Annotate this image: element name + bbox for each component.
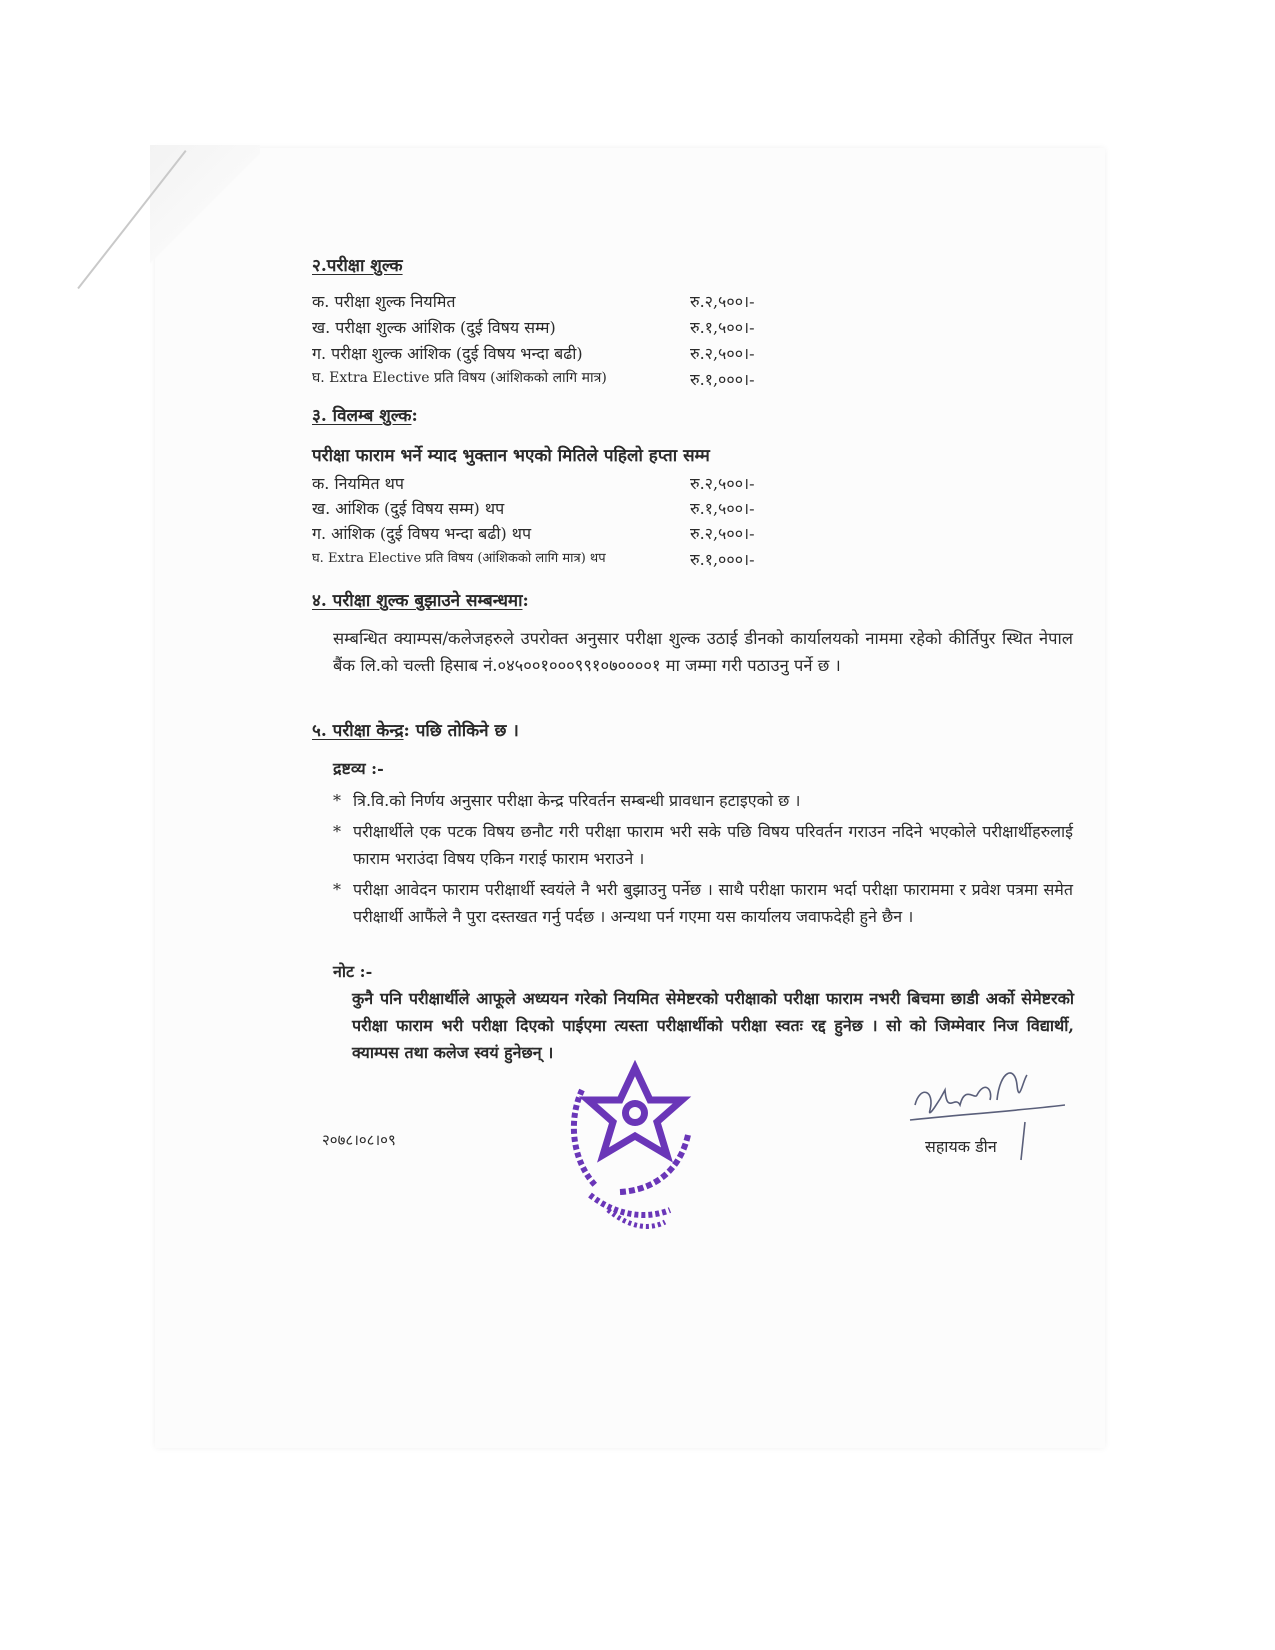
row-amount: रु.१,०००।- bbox=[690, 550, 755, 569]
section-3-heading bbox=[312, 403, 418, 426]
section-4-heading bbox=[312, 588, 529, 611]
note-item bbox=[333, 787, 1073, 814]
page-fold-corner bbox=[150, 145, 260, 295]
signatory-title: सहायक डीन bbox=[925, 1137, 997, 1156]
heading-suffix: : bbox=[522, 591, 529, 611]
row-label: घ. Extra Elective प्रति विषय (आंशिकको लागि मात्र) bbox=[312, 370, 607, 386]
heading-suffix: : पछि तोकिने छ । bbox=[403, 721, 519, 741]
section-2-heading-text: २.परीक्षा शुल्क bbox=[312, 256, 403, 276]
late-fee-subheading-text: परीक्षा फाराम भर्ने म्याद भुक्तान भएको मितिले पहिलो हप्ता सम्म bbox=[312, 446, 710, 466]
bullet-icon: * bbox=[333, 822, 341, 841]
note-item bbox=[333, 876, 1073, 957]
bullet-icon: * bbox=[333, 791, 341, 810]
section-5-heading-text: ५. परीक्षा केन्द्र bbox=[312, 721, 404, 741]
row-amount: रु.२,५००।- bbox=[690, 344, 755, 363]
row-label: ग. परीक्षा शुल्क आंशिक (दुई विषय भन्दा बढी) bbox=[312, 344, 583, 363]
row-amount: रु.१,५००।- bbox=[690, 318, 755, 337]
row-amount: रु.२,५००।- bbox=[690, 292, 755, 311]
section-5-heading bbox=[312, 718, 519, 741]
notes-heading-text: द्रष्टव्य :- bbox=[333, 759, 384, 778]
fee-deposit-paragraph: सम्बन्धित क्याम्पस/कलेजहरुले उपरोक्त अनुसार परीक्षा शुल्क उठाई डीनको कार्यालयको नाममा रहेको कीर्तिपुर स्थित नेपाल बैंक लि.को चल्ती हिसाब नं.०४५००१०००९९१०७००००१ मा जम्मा गरी पठाउनु पर्ने छ । bbox=[333, 629, 1073, 675]
note-text: परीक्षार्थीले एक पटक विषय छनौट गरी परीक्षा फाराम भरी सके पछि विषय परिवर्तन गराउन नदिने भएकोले परीक्षार्थीहरुलाई फाराम भराउंदा विषय एकिन गराई फाराम भराउने । bbox=[353, 822, 1073, 868]
row-label: ख. आंशिक (दुई विषय सम्म) थप bbox=[312, 499, 505, 518]
row-label: घ. Extra Elective प्रति विषय (आंशिकको लागि मात्र) थप bbox=[312, 551, 606, 566]
row-amount: रु.२,५००।- bbox=[690, 474, 755, 493]
section-2-heading bbox=[312, 253, 403, 276]
remark-paragraph: कुनै पनि परीक्षार्थीले आफूले अध्ययन गरेको नियमित सेमेष्टरको परीक्षाको परीक्षा फाराम नभरी बिचमा छाडी अर्को सेमेष्टरको परीक्षा फाराम भरी परीक्षा दिएको पाईएमा त्यस्ता परीक्षार्थीको परीक्षा स्वतः रद्द हुनेछ । सो को जिम्मेवार निज विद्यार्थी, क्याम्पस तथा कलेज स्वयं हुनेछन् । bbox=[352, 989, 1074, 1062]
section-4-heading-text: ४. परीक्षा शुल्क बुझाउने सम्बन्धमा bbox=[312, 591, 523, 611]
row-label: ख. परीक्षा शुल्क आंशिक (दुई विषय सम्म) bbox=[312, 318, 556, 337]
note-item bbox=[333, 818, 1073, 872]
remark-heading-text: नोट :- bbox=[333, 962, 373, 981]
bullet-icon: * bbox=[333, 880, 341, 899]
note-text: त्रि.वि.को निर्णय अनुसार परीक्षा केन्द्र परिवर्तन सम्बन्धी प्रावधान हटाइएको छ । bbox=[353, 791, 801, 810]
row-amount: रु.२,५००।- bbox=[690, 524, 755, 543]
row-label: ग. आंशिक (दुई विषय भन्दा बढी) थप bbox=[312, 524, 532, 543]
section-3-heading-text: ३. विलम्ब शुल्क bbox=[312, 406, 412, 426]
row-label: क. परीक्षा शुल्क नियमित bbox=[312, 292, 456, 311]
office-stamp-icon bbox=[560, 1060, 710, 1235]
row-label: क. नियमित थप bbox=[312, 474, 404, 493]
heading-suffix: : bbox=[411, 406, 418, 426]
row-amount: रु.१,५००।- bbox=[690, 499, 755, 518]
issue-date: २०७८।०८।०९ bbox=[322, 1131, 396, 1149]
row-amount: रु.१,०००।- bbox=[690, 370, 755, 389]
note-text: परीक्षा आवेदन फाराम परीक्षार्थी स्वयंले नै भरी बुझाउनु पर्नेछ । साथै परीक्षा फाराम भर्दा परीक्षा फाराममा र प्रवेश पत्रमा समेत परीक्षार्थी आफैंले नै पुरा दस्तखत गर्नु पर्दछ । अन्यथा पर्न गएमा यस कार्यालय जवाफदेही हुने छैन । bbox=[353, 880, 1073, 926]
